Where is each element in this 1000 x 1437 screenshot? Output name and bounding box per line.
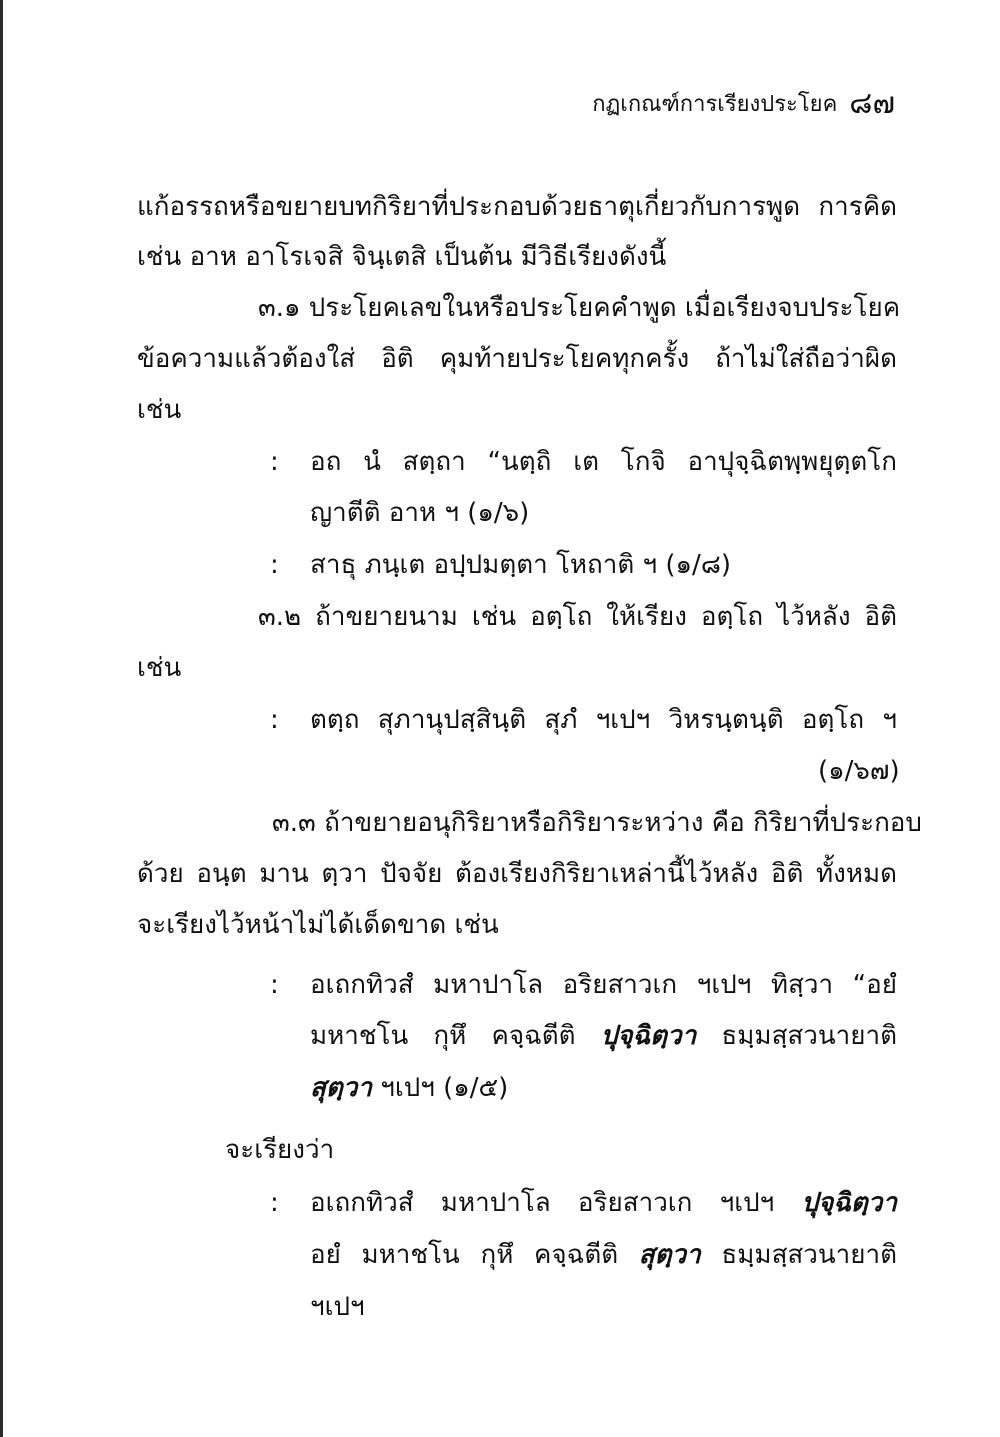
body-line-13: ๓.๓ ถ้าขยายอนุกิริยาหรือกิริยาระหว่าง คือ กิริยาที่ประกอบ xyxy=(272,808,922,838)
body-line-5: เช่น xyxy=(137,395,182,425)
example-line-10: ฯเปฯ xyxy=(310,1292,365,1322)
example-reference: (๑/๖๗) xyxy=(818,756,900,786)
body-line-1: แก้อรรถหรือขยายบทกิริยาที่ประกอบด้วยธาตุเกี่ยวกับการพูด การคิด xyxy=(137,192,897,222)
body-line-3: ๓.๑ ประโยคเลขในหรือประโยคคำพูด เมื่อเรียงจบประโยค xyxy=(258,293,901,323)
running-header xyxy=(592,80,895,127)
example-line-8 xyxy=(310,1183,897,1223)
emphasis-word: สุตฺวา xyxy=(310,1073,372,1103)
colon-marker: : xyxy=(270,970,279,1000)
colon-marker: : xyxy=(270,550,279,580)
body-line-15: จะเรียงไว้หน้าไม่ได้เด็ดขาด เช่น xyxy=(137,910,499,940)
text-segment: ธมฺมสฺสวนายาติ xyxy=(700,1240,897,1270)
colon-marker: : xyxy=(270,1188,279,1218)
page-edge xyxy=(0,0,3,1437)
emphasis-word: ปุจฺฉิตฺวา xyxy=(801,1188,897,1218)
body-line-14: ด้วย อนฺต มาน ตฺวา ปัจจัย ต้องเรียงกิริยาเหล่านี้ไว้หลัง อิติ ทั้งหมด xyxy=(137,859,897,889)
example-line-5: อเถกทิวสํ มหาปาโล อริยสาวเก ฯเปฯ ทิสฺวา “อยํ xyxy=(310,970,897,1000)
body-line-10: เช่น xyxy=(137,653,182,683)
body-line-9: ๓.๒ ถ้าขยายนาม เช่น อตฺโถ ให้เรียง อตฺโถ ไว้หลัง อิติ xyxy=(258,602,897,632)
header-title: กฏเกณฑ์การเรียงประโยค xyxy=(592,92,838,117)
example-line-3: สาธุ ภนฺเต อปฺปมตฺตา โหถาติ ฯ (๑/๘) xyxy=(310,550,732,580)
body-line-2: เช่น อาห อาโรเจสิ จินฺเตสิ เป็นต้น มีวิธีเรียงดังนี้ xyxy=(137,242,667,272)
text-segment: ฯเปฯ (๑/๕) xyxy=(371,1073,509,1103)
text-segment: อเถกทิวสํ มหาปาโล อริยสาวเก ฯเปฯ xyxy=(310,1188,802,1218)
example-line-6 xyxy=(310,1016,897,1056)
emphasis-word: ปุจฺฉิตฺวา xyxy=(600,1021,697,1051)
body-line-4: ข้อความแล้วต้องใส่ อิติ คุมท้ายประโยคทุกครั้ง ถ้าไม่ใส่ถือว่าผิด xyxy=(137,344,897,374)
example-line-2: ญาตีติ อาห ฯ (๑/๖) xyxy=(310,498,530,528)
example-line-4: ตตฺถ สุภานุปสฺสินฺติ สุภํ ฯเปฯ วิหรนฺตนฺติ อตฺโถ ฯ xyxy=(310,705,897,735)
colon-marker: : xyxy=(270,447,279,477)
example-line-7 xyxy=(310,1068,508,1108)
body-line-19: จะเรียงว่า xyxy=(225,1135,335,1165)
example-line-9 xyxy=(310,1235,897,1275)
emphasis-word: สุตฺวา xyxy=(638,1240,701,1270)
page-number: ๘๗ xyxy=(849,86,895,121)
text-segment: อยํ มหาชโน กุหึ คจฺฉตีติ xyxy=(310,1240,639,1270)
example-line-1: อถ นํ สตฺถา “นตฺถิ เต โกจิ อาปุจฺฉิตพฺพยุตฺตโก xyxy=(310,447,897,477)
colon-marker: : xyxy=(270,705,279,735)
text-segment: มหาชโน กุหึ คจฺฉตีติ xyxy=(310,1021,601,1051)
text-segment: ธมฺมสฺสวนายาติ xyxy=(696,1021,897,1051)
